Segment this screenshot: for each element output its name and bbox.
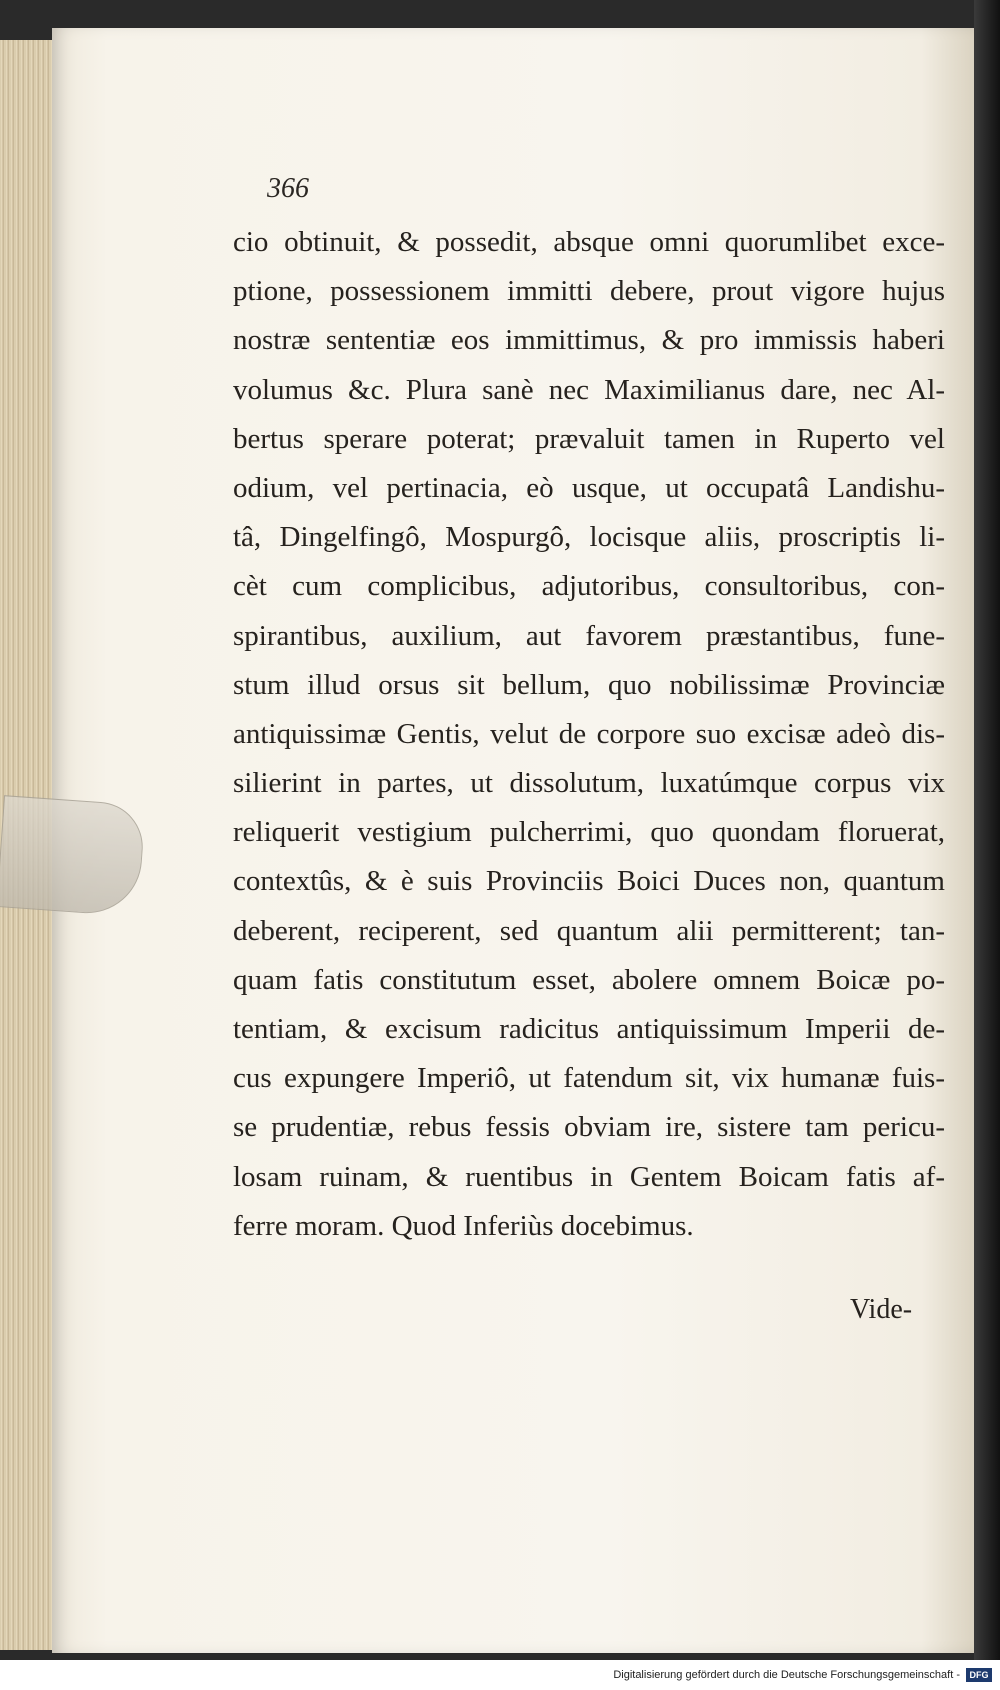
text-line: cèt cum complicibus, adjutoribus, consultoribus, con-	[233, 570, 945, 603]
text-line: ferre moram. Quod Inferiùs docebimus.	[233, 1209, 694, 1242]
page-number: 366	[267, 173, 309, 204]
footer-credit: Digitalisierung gefördert durch die Deutsche Forschungsgemeinschaft -	[613, 1669, 960, 1681]
page-shadow	[974, 0, 1000, 1660]
text-line: tentiam, & excisum radicitus antiquissimum Imperii de-	[233, 1013, 945, 1045]
text-line: spirantibus, auxilium, aut favorem præstantibus, fune-	[233, 619, 945, 652]
bookmark-strip	[0, 795, 146, 917]
footer-bar	[0, 1660, 1000, 1690]
text-line: bertus sperare poterat; prævaluit tamen in Ruperto vel	[233, 422, 945, 455]
text-line: tâ, Dingelfingô, Mospurgô, locisque aliis, proscriptis li-	[233, 521, 945, 554]
text-line: stum illud orsus sit bellum, quo nobilissimæ Provinciæ	[233, 668, 945, 701]
text-line: quam fatis constitutum esset, abolere omnem Boicæ po-	[233, 963, 945, 996]
text-line: deberent, reciperent, sed quantum alii permitterent; tan-	[233, 914, 945, 947]
text-line: ptione, possessionem immitti debere, prout vigore hujus	[233, 275, 945, 308]
text-line: silierint in partes, ut dissolutum, luxatúmque corpus vix	[233, 767, 945, 800]
text-line: contextûs, & è suis Provinciis Boici Duces non, quantum	[233, 865, 945, 898]
text-line: volumus &c. Plura sanè nec Maximilianus dare, nec Al-	[233, 373, 945, 406]
catchword: Vide-	[850, 1294, 913, 1325]
text-line: se prudentiæ, rebus fessis obviam ire, sistere tam pericu-	[233, 1111, 945, 1144]
dfg-logo-icon: DFG	[966, 1668, 992, 1682]
text-line: reliquerit vestigium pulcherrimi, quo quondam floruerat,	[233, 816, 945, 849]
text-line: antiquissimæ Gentis, velut de corpore suo excisæ adeò dis-	[233, 717, 945, 750]
body-text	[233, 218, 945, 1251]
text-line: losam ruinam, & ruentibus in Gentem Boicam fatis af-	[233, 1160, 945, 1193]
text-line: nostræ sententiæ eos immittimus, & pro immissis haberi	[233, 324, 945, 357]
text-line: odium, vel pertinacia, eò usque, ut occupatâ Landishu-	[233, 471, 945, 504]
text-line: cus expungere Imperiô, ut fatendum sit, vix humanæ fuis-	[233, 1062, 945, 1095]
text-line: cio obtinuit, & possedit, absque omni quorumlibet exce-	[233, 226, 945, 258]
